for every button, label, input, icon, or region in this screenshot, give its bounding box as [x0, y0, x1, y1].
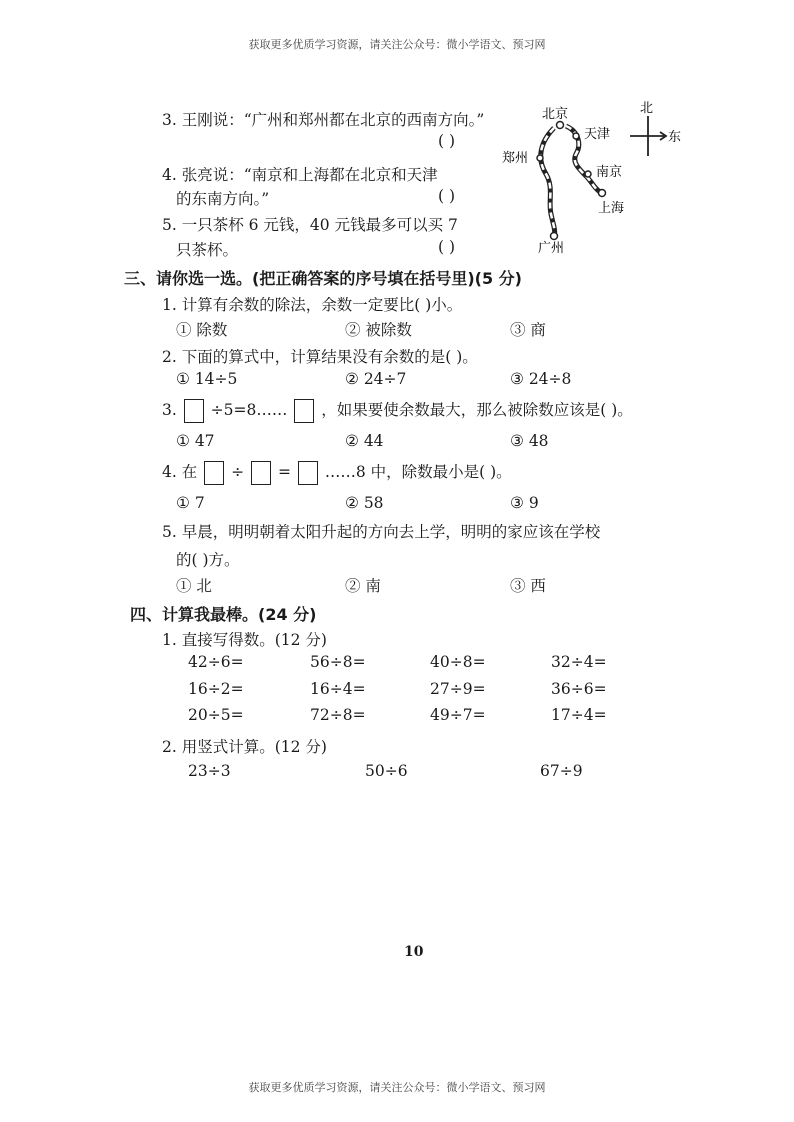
s3-q1-option-b[interactable]: ② 被除数 — [345, 321, 412, 339]
calc-r3-c2[interactable]: 72÷8= — [310, 706, 366, 724]
s3-q5-option-c[interactable]: ③ 西 — [510, 577, 546, 595]
s3-q3-remainder-box[interactable] — [294, 399, 314, 423]
s3-q3-option-c[interactable]: ③ 48 — [510, 432, 549, 450]
s3-q2-option-a[interactable]: ① 14÷5 — [176, 370, 238, 388]
s3-q5-text-line2: 的( )方。 — [176, 551, 240, 569]
s3-q2-option-c[interactable]: ③ 24÷8 — [510, 370, 572, 388]
s3-q4-question: ……8 中，除数最小是( )。 — [324, 463, 512, 481]
judge-q3-answer-paren[interactable]: ( ) — [438, 132, 456, 150]
s3-q1-option-c[interactable]: ③ 商 — [510, 321, 546, 339]
s3-q4-dividend-box[interactable] — [204, 461, 224, 485]
map-city-guangzhou: 广州 — [538, 241, 565, 256]
calc-r1-c2[interactable]: 56÷8= — [310, 653, 366, 671]
compass-east-label: 东 — [668, 130, 682, 145]
s3-q3-question: ，如果要使余数最大，那么被除数应该是( )。 — [321, 401, 633, 419]
bottom-banner: 获取更多优质学习资源，请关注公众号：微小学语文、预习网 — [248, 1081, 546, 1094]
s3-q5-text: 5. 早晨，明明朝着太阳升起的方向去上学，明明的家应该在学校 — [162, 523, 601, 541]
judge-q4-answer-paren[interactable]: ( ) — [438, 187, 456, 205]
page-number: 10 — [404, 944, 424, 960]
judge-q5-line1: 5. 一只茶杯 6 元钱，40 元钱最多可以买 7 — [162, 216, 458, 234]
s3-q3-number: 3. — [162, 401, 177, 419]
railway-map — [496, 96, 696, 260]
map-city-shanghai: 上海 — [598, 201, 625, 216]
s3-q4-equals-sign: = — [277, 463, 291, 481]
s3-q4-option-c[interactable]: ③ 9 — [510, 494, 539, 512]
s3-q4-divide-sign: ÷ — [231, 463, 245, 481]
s3-q2-text: 2. 下面的算式中，计算结果没有余数的是( )。 — [162, 348, 478, 366]
judge-q5-line2: 只茶杯。 — [176, 241, 239, 259]
s3-q4-prefix: 4. 在 — [162, 463, 198, 481]
section4-title: 四、计算我最棒。(24 分) — [130, 605, 317, 624]
section3-title: 三、请你选一选。(把正确答案的序号填在括号里)(5 分) — [124, 269, 522, 288]
s3-q5-option-b[interactable]: ② 南 — [345, 577, 381, 595]
map-city-nanjing: 南京 — [596, 165, 623, 180]
top-banner: 获取更多优质学习资源，请关注公众号：微小学语文、预习网 — [248, 38, 546, 51]
calc-r1-c1[interactable]: 42÷6= — [188, 653, 244, 671]
calc-r1-c4[interactable]: 32÷4= — [551, 653, 607, 671]
s3-q4-option-b[interactable]: ② 58 — [345, 494, 384, 512]
judge-q3-line1: 3. 王刚说：“广州和郑州都在北京的西南方向。” — [162, 111, 485, 129]
judge-q4-line1: 4. 张亮说：“南京和上海都在北京和天津 — [162, 166, 438, 184]
s3-q5-option-a[interactable]: ① 北 — [176, 577, 212, 595]
calc-r2-c4[interactable]: 36÷6= — [551, 680, 607, 698]
s3-q3-text — [162, 398, 633, 423]
s4-part2-title: 2. 用竖式计算。(12 分) — [162, 738, 327, 756]
s3-q3-equation: ÷5=8…… — [210, 401, 288, 419]
judge-q4-line2: 的东南方向。” — [176, 190, 270, 208]
s3-q3-dividend-box[interactable] — [184, 399, 204, 423]
map-city-zhengzhou: 郑州 — [502, 151, 529, 166]
compass-north-label: 北 — [640, 101, 654, 116]
s3-q3-option-b[interactable]: ② 44 — [345, 432, 384, 450]
calc-r3-c3[interactable]: 49÷7= — [430, 706, 486, 724]
calc-r2-c1[interactable]: 16÷2= — [188, 680, 244, 698]
s3-q4-text — [162, 460, 512, 485]
judge-q5-answer-paren[interactable]: ( ) — [438, 238, 456, 256]
compass-icon — [630, 116, 666, 156]
map-city-tianjin: 天津 — [584, 127, 611, 142]
calc-r2-c3[interactable]: 27÷9= — [430, 680, 486, 698]
vertical-calc-1[interactable]: 23÷3 — [188, 762, 231, 780]
s3-q1-option-a[interactable]: ① 除数 — [176, 321, 228, 339]
s4-part1-title: 1. 直接写得数。(12 分) — [162, 631, 327, 649]
s3-q4-divisor-box[interactable] — [251, 461, 271, 485]
s3-q1-text: 1. 计算有余数的除法，余数一定要比( )小。 — [162, 296, 463, 314]
s3-q4-option-a[interactable]: ① 7 — [176, 494, 205, 512]
calc-r3-c4[interactable]: 17÷4= — [551, 706, 607, 724]
calc-r1-c3[interactable]: 40÷8= — [430, 653, 486, 671]
vertical-calc-2[interactable]: 50÷6 — [365, 762, 408, 780]
s3-q3-option-a[interactable]: ① 47 — [176, 432, 215, 450]
railway-beijing-guangzhou — [541, 128, 555, 236]
map-city-beijing: 北京 — [542, 107, 569, 122]
s3-q4-quotient-box[interactable] — [298, 461, 318, 485]
calc-r3-c1[interactable]: 20÷5= — [188, 706, 244, 724]
s3-q2-option-b[interactable]: ② 24÷7 — [345, 370, 407, 388]
calc-r2-c2[interactable]: 16÷4= — [310, 680, 366, 698]
vertical-calc-3[interactable]: 67÷9 — [540, 762, 583, 780]
